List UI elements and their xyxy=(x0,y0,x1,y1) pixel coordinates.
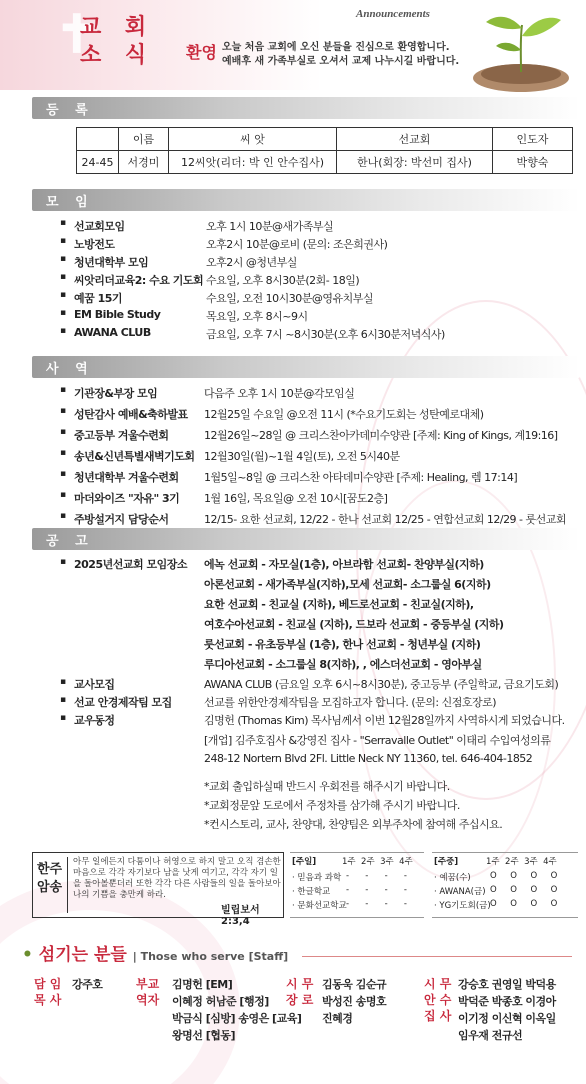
attendance-weekday xyxy=(432,852,578,918)
welcome-line: 예배후 새 가족부실로 오셔서 교제 나누시길 바랍니다. xyxy=(222,56,460,67)
footnote: *교회 출입하실때 반드시 우회전를 해주시기 바랍니다. xyxy=(204,780,450,793)
role-label: 담 임 목 사 xyxy=(34,977,62,1007)
notice-line: 루디아선교회 - 소그룹실 8(지하), , 에스더선교회 - 영아부실 xyxy=(204,658,482,671)
staff-subtitle: | Those who serve [Staff] xyxy=(132,950,289,963)
notice-label: 교사모집 xyxy=(74,678,115,691)
footnote: *교회정문앞 도로에서 주정차를 삼가해 주시기 바랍니다. xyxy=(204,799,460,812)
bullet: ▪ xyxy=(60,713,66,723)
attendance-header: [주일] xyxy=(292,857,317,867)
notice-line: 룻선교회 - 유초등부실 (1층), 한나 선교회 - 청년부실 (지하) xyxy=(204,638,481,651)
footnote: *컨시스토리, 교사, 찬양대, 찬양팀은 외부주차에 참여해 주십시요. xyxy=(204,818,503,831)
attendance-row: · YG기도회(금) O O O O xyxy=(434,899,558,911)
staff-names: 김명헌 [EM] 이혜정 허남준 [행정] 박금식 [심방] 송영은 [교육] 왕명선 [협동] xyxy=(172,978,302,1042)
page-title-line2: 소 식 xyxy=(80,42,155,68)
table-cell: 12씨앗(리더: 박 인 안수집사) xyxy=(169,151,337,174)
welcome-word: 환영 xyxy=(186,43,217,62)
section-header-meetings: 모 임 xyxy=(32,189,580,211)
staff-names: 강주호 xyxy=(72,978,103,991)
attendance-row: · 예꿈(수) O O O O xyxy=(434,871,558,883)
attendance-weeks: 1주 2주 3주 4주 xyxy=(486,857,557,867)
table-cell: 한나(회장: 박선미 집사) xyxy=(337,151,493,174)
notice-line: 여호수아선교회 - 친교실 (지하), 드보라 선교회 - 중등부실 (지하) xyxy=(204,618,504,631)
attendance-weeks: 1주 2주 3주 4주 xyxy=(342,857,413,867)
table-header xyxy=(77,128,119,151)
bullet: ▪ xyxy=(60,677,66,687)
staff-heading xyxy=(22,940,288,965)
notice-line: 에녹 선교회 - 자모실(1층), 아브라함 선교회- 찬양부실(지하) xyxy=(204,558,484,571)
role-label: 시 무 장 로 xyxy=(286,977,314,1007)
leaf-icon: • xyxy=(22,945,33,965)
attendance-sunday xyxy=(290,852,424,918)
notice-label: 2025년선교회 모임장소 xyxy=(74,558,187,571)
table-header: 선교회 xyxy=(337,128,493,151)
notice-line: 김명헌 (Thomas Kim) 목사님께서 이번 12월28일까지 사역하시게 되었습니다. xyxy=(204,714,565,727)
registration-table xyxy=(76,127,573,174)
announcements-label: Announcements xyxy=(356,8,430,20)
verse-reference: 빌립보서 2:3,4 xyxy=(221,905,260,927)
bullet: ▪ xyxy=(60,557,66,567)
table-cell: 서경미 xyxy=(119,151,169,174)
table-cell: 24-45 xyxy=(77,151,119,174)
section-header-notices: 공 고 xyxy=(32,528,580,550)
section-header-ministry: 사 역 xyxy=(32,356,580,378)
attendance-header: [주중] xyxy=(434,857,459,867)
welcome-line: 오늘 처음 교회에 오신 분들을 진심으로 환영합니다. xyxy=(222,42,450,53)
page-title-line1: 교 회 xyxy=(80,14,155,40)
verse-body: 아무 일에든지 다툼이나 허영으로 하지 말고 오직 겸손한 마음으로 각각 자기보다 남을 낫게 여기고, 각각 자기 일을 돌아볼뿐더러 또한 각각 다른 사람들의 일을 돌아보아 나의 기쁨을 충만케 하라. xyxy=(73,857,281,900)
table-header: 이름 xyxy=(119,128,169,151)
bullet: ▪ xyxy=(60,695,66,705)
role-label: 시 무 안 수 집 사 xyxy=(424,977,452,1023)
verse-title: 한주 암송 xyxy=(37,862,63,895)
divider xyxy=(67,857,68,913)
section-header-registration: 등 록 xyxy=(32,97,580,119)
seedling-icon xyxy=(466,0,576,95)
notice-label: 교우동정 xyxy=(74,714,115,727)
cross-icon: ✝ xyxy=(55,7,99,64)
divider xyxy=(302,956,572,957)
notice-line: 아론선교회 - 새가족부실(지하),모세 선교회- 소그룹실 6(지하) xyxy=(204,578,491,591)
role-label: 부교 역자 xyxy=(136,977,160,1007)
attendance-row: · 믿음과 과학 - - - - xyxy=(292,871,407,883)
notice-line: 248-12 Nortern Blvd 2Fl. Little Neck NY 11360, tel. 646-404-1852 xyxy=(204,752,533,765)
notice-line: AWANA CLUB (금요일 오후 6시~8시30분), 중고등부 (주일학교, 금요기도회) xyxy=(204,678,559,691)
staff-names: 강승호 권영일 박덕용 박덕준 박종호 이경아 이기정 이신혁 이옥일 임우재 전규선 xyxy=(458,978,556,1042)
notice-line: 요한 선교회 - 친교실 (지하), 베드로선교회 - 친교실(지하), xyxy=(204,598,474,611)
staff-names: 김동욱 김순규 박성진 송명호 진혜경 xyxy=(322,978,387,1025)
attendance-row: · AWANA(금) O O O O xyxy=(434,885,558,897)
table-header: 씨 앗 xyxy=(169,128,337,151)
staff-title: 섬기는 분들 xyxy=(38,945,127,965)
table-header: 인도자 xyxy=(493,128,573,151)
table-cell: 박향숙 xyxy=(493,151,573,174)
notice-line: 선교를 위한안경제작팀을 모집하고자 합니다. (문의: 신점호장로) xyxy=(204,696,497,709)
notice-line: [개업] 김주호집사 &강영진 집사 - "Serravalle Outlet" 이태리 수입여성의류 xyxy=(204,734,551,747)
notice-label: 선교 안경제작팀 모집 xyxy=(74,696,172,709)
attendance-row: · 한글학교 - - - - xyxy=(292,885,407,897)
weekly-verse-box xyxy=(32,852,284,927)
attendance-row: · 문화선교학교 - - - - xyxy=(292,899,407,911)
